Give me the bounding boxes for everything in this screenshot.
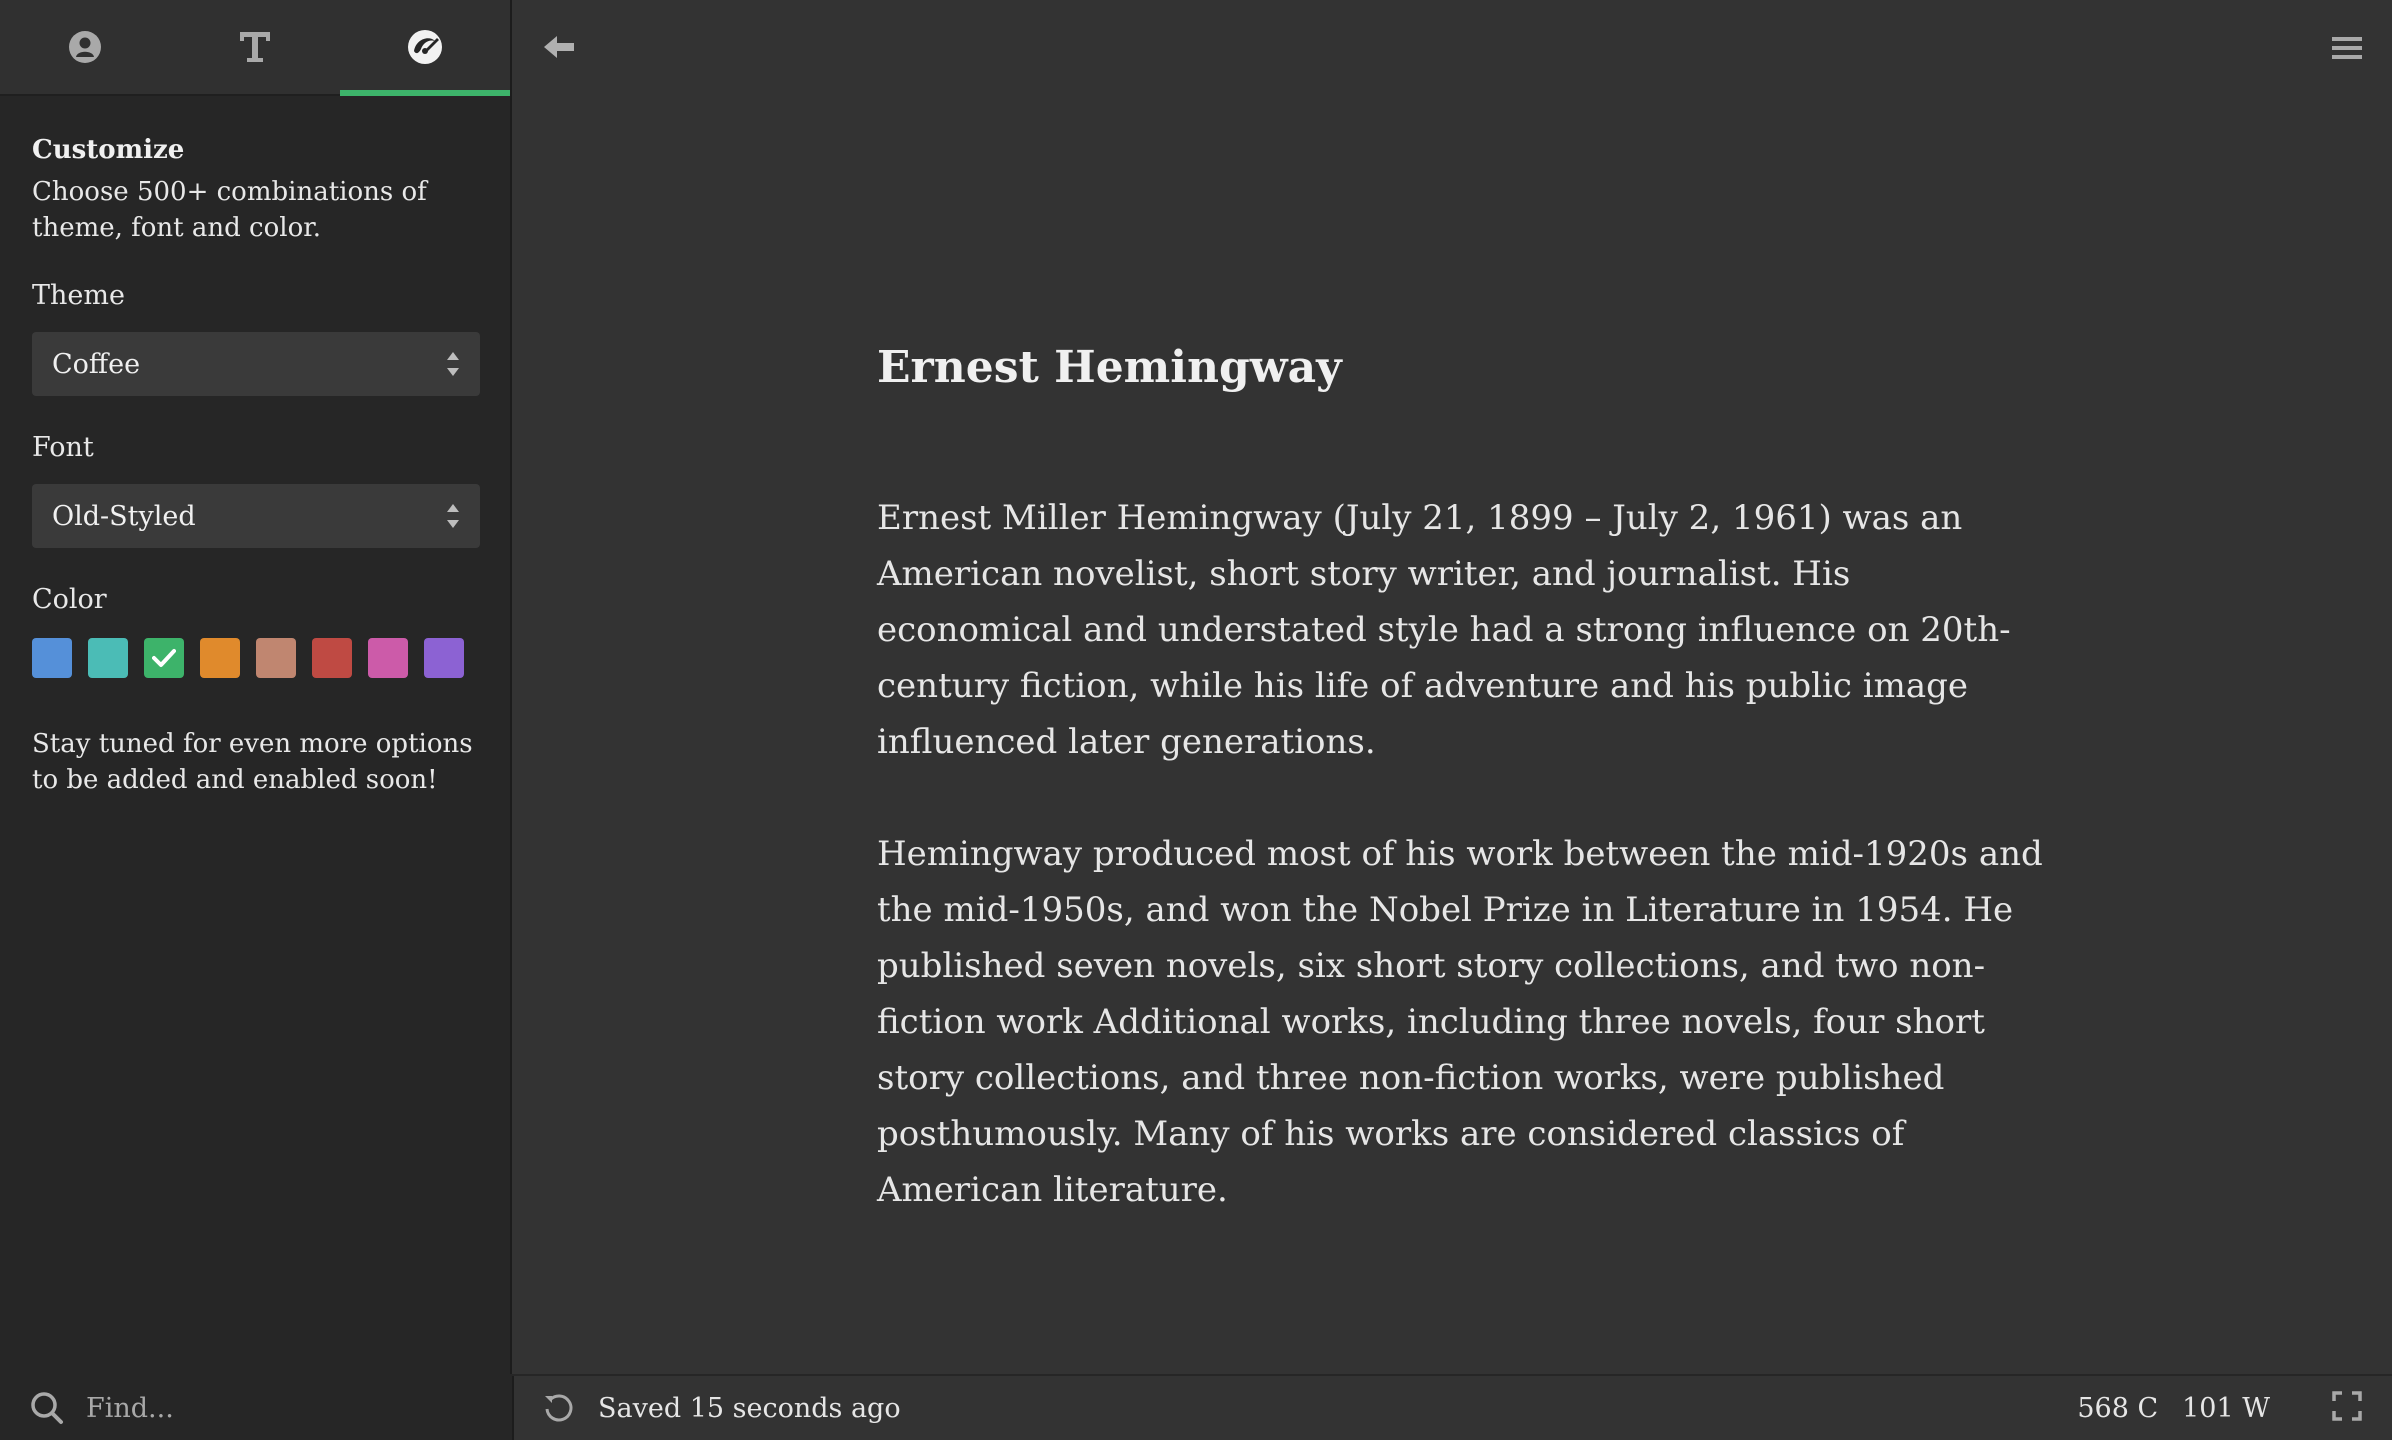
color-swatch[interactable] <box>144 638 184 678</box>
select-arrows-icon <box>446 504 460 528</box>
color-label: Color <box>32 584 107 615</box>
theme-label: Theme <box>32 280 125 311</box>
check-icon <box>152 648 176 668</box>
document-counts <box>2077 1393 2270 1424</box>
font-select[interactable] <box>32 484 480 548</box>
font-select-value: Old-Styled <box>52 500 196 532</box>
color-swatch[interactable] <box>88 638 128 678</box>
sidebar <box>0 0 512 1440</box>
history-icon[interactable] <box>542 1391 576 1425</box>
text-t-icon <box>238 30 272 64</box>
theme-select[interactable] <box>32 332 480 396</box>
editor-topbar <box>514 0 2392 96</box>
panel-description: Choose 500+ combinations of theme, font and color. <box>32 177 427 243</box>
customize-panel <box>0 96 510 798</box>
find-bar <box>0 1376 514 1440</box>
document-paragraph[interactable]: Hemingway produced most of his work between the mid-1920s and the mid-1950s, and won the Nobel Prize in Literature in 1954. He published seven novels, six short story collections, and two non-fiction work Additional works, including three novels, four short story collections, and three non-fiction works, were published posthumously. Many of his works are considered classics of American literature. <box>877 834 2043 1210</box>
user-circle-icon <box>68 30 102 64</box>
document-title[interactable]: Ernest Hemingway <box>877 342 1342 393</box>
menu-button[interactable] <box>2332 36 2362 64</box>
word-count: 101 W <box>2182 1392 2270 1424</box>
font-label: Font <box>32 432 94 463</box>
search-icon <box>30 1391 64 1425</box>
fullscreen-button[interactable] <box>2332 1391 2362 1425</box>
color-swatch[interactable] <box>200 638 240 678</box>
char-count: 568 C <box>2077 1392 2159 1424</box>
color-swatch[interactable] <box>32 638 72 678</box>
color-swatch[interactable] <box>256 638 296 678</box>
document-paragraph[interactable]: Ernest Miller Hemingway (July 21, 1899 – July 2, 1961) was an American novelist, short story writer, and journalist. His economical and understated style had a strong influence on 20th-century fiction, while his life of adventure and his public image influenced later generations. <box>877 498 2011 762</box>
color-swatch[interactable] <box>368 638 408 678</box>
tab-customize[interactable] <box>340 0 510 94</box>
find-input[interactable] <box>86 1393 466 1424</box>
panel-title: Customize <box>32 135 185 165</box>
palette-icon <box>407 29 443 65</box>
saved-status: Saved 15 seconds ago <box>598 1392 901 1424</box>
theme-select-value: Coffee <box>52 348 141 380</box>
tab-profile[interactable] <box>0 0 170 94</box>
fullscreen-icon <box>2332 1391 2362 1421</box>
hamburger-menu-icon <box>2332 36 2362 60</box>
status-bar <box>0 1374 2392 1440</box>
tab-typography[interactable] <box>170 0 340 94</box>
color-swatch[interactable] <box>312 638 352 678</box>
color-swatches <box>32 638 478 678</box>
sidebar-tabs <box>0 0 510 96</box>
panel-note: Stay tuned for even more options to be added and enabled soon! <box>32 729 473 795</box>
status-info <box>514 1376 2392 1440</box>
back-button[interactable] <box>544 34 576 64</box>
arrow-left-icon <box>544 34 576 60</box>
document-editor[interactable] <box>877 336 2047 1218</box>
select-arrows-icon <box>446 352 460 376</box>
color-swatch[interactable] <box>424 638 464 678</box>
